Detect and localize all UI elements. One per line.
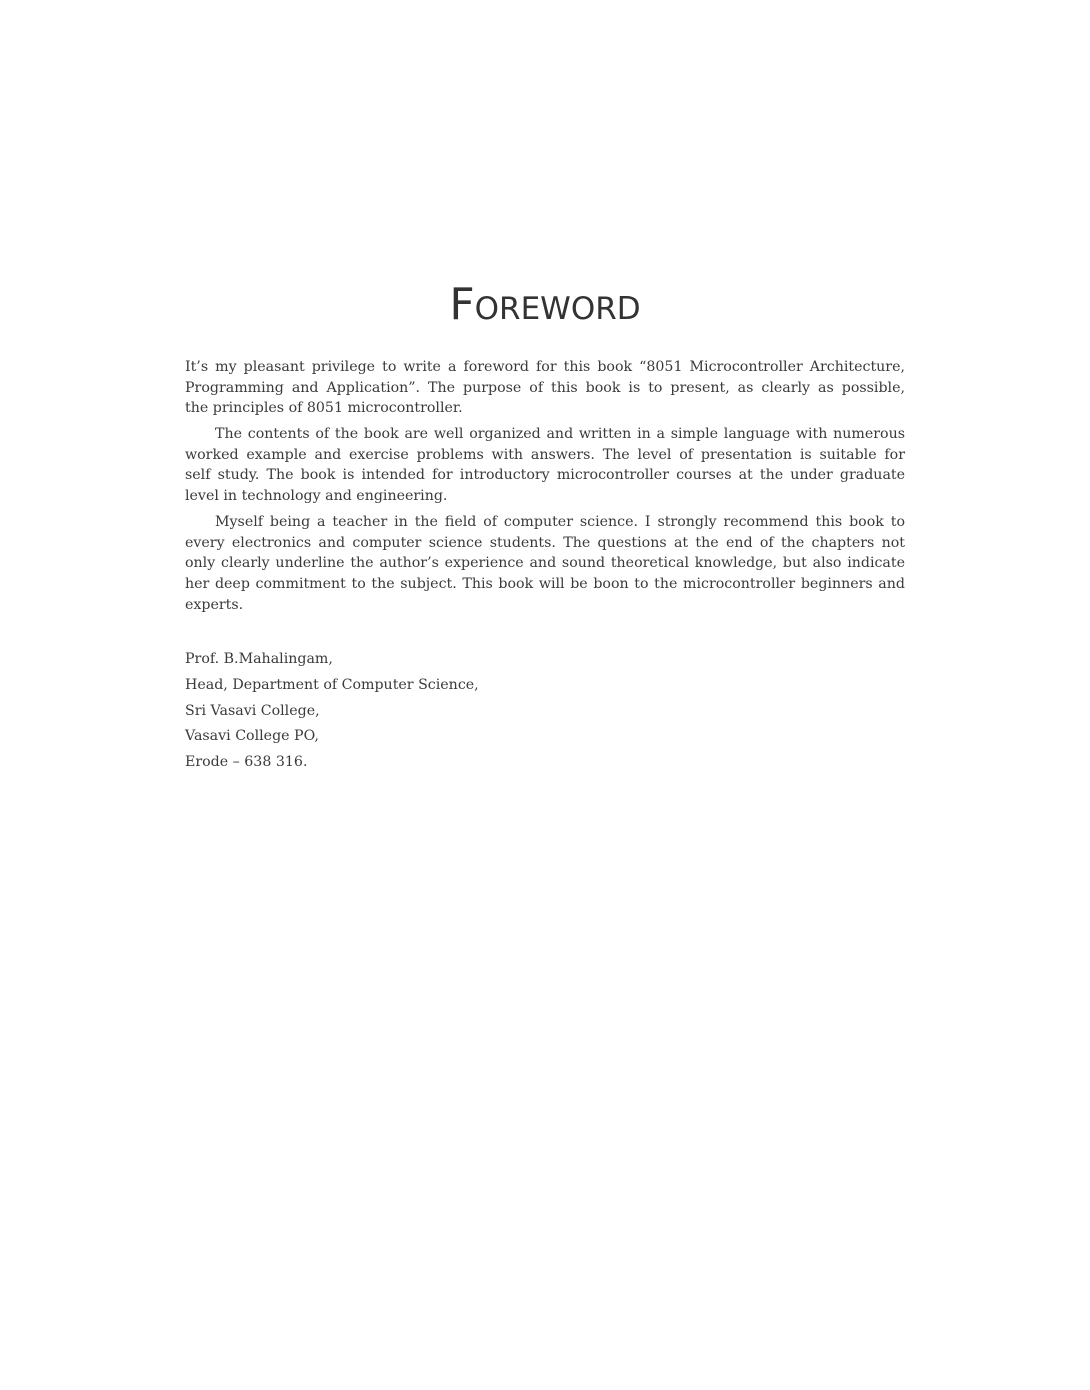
signature-post-office: Vasavi College PO, — [185, 728, 319, 745]
text-line: worked example and exercise problems with answers. The level of presentation is suitable for — [185, 446, 905, 463]
foreword-body — [185, 357, 905, 620]
signature-city: Erode – 638 316. — [185, 754, 308, 771]
text-line: Programming and Application”. The purpose of this book is to present, as clearly as possible, — [185, 379, 905, 396]
signature-block — [185, 647, 479, 776]
signature-college: Sri Vasavi College, — [185, 702, 320, 719]
signature-name: Prof. B.Mahalingam, — [185, 651, 333, 667]
paragraph-2 — [185, 424, 905, 507]
page-title: Foreword — [449, 279, 641, 331]
text-line: experts. — [185, 596, 244, 613]
text-line: self study. The book is intended for introductory microcontroller courses at the under graduate — [185, 467, 905, 484]
text-line: The contents of the book are well organized and written in a simple language with numerous — [215, 426, 905, 443]
text-line: her deep commitment to the subject. This book will be boon to the microcontroller beginners and — [185, 575, 905, 592]
text-line: only clearly underline the author’s experience and sound theoretical knowledge, but also indicate — [185, 555, 905, 572]
paragraph-1 — [185, 357, 905, 419]
text-line: the principles of 8051 microcontroller. — [185, 400, 463, 417]
text-line: Myself being a teacher in the field of computer science. I strongly recommend this book to — [215, 513, 905, 530]
text-line: level in technology and engineering. — [185, 488, 448, 505]
paragraph-3 — [185, 512, 905, 615]
signature-position: Head, Department of Computer Science, — [185, 676, 479, 693]
text-line: every electronics and computer science students. The questions at the end of the chapters not — [185, 534, 905, 551]
text-line: It’s my pleasant privilege to write a foreword for this book “8051 Microcontroller Architecture, — [185, 359, 905, 375]
